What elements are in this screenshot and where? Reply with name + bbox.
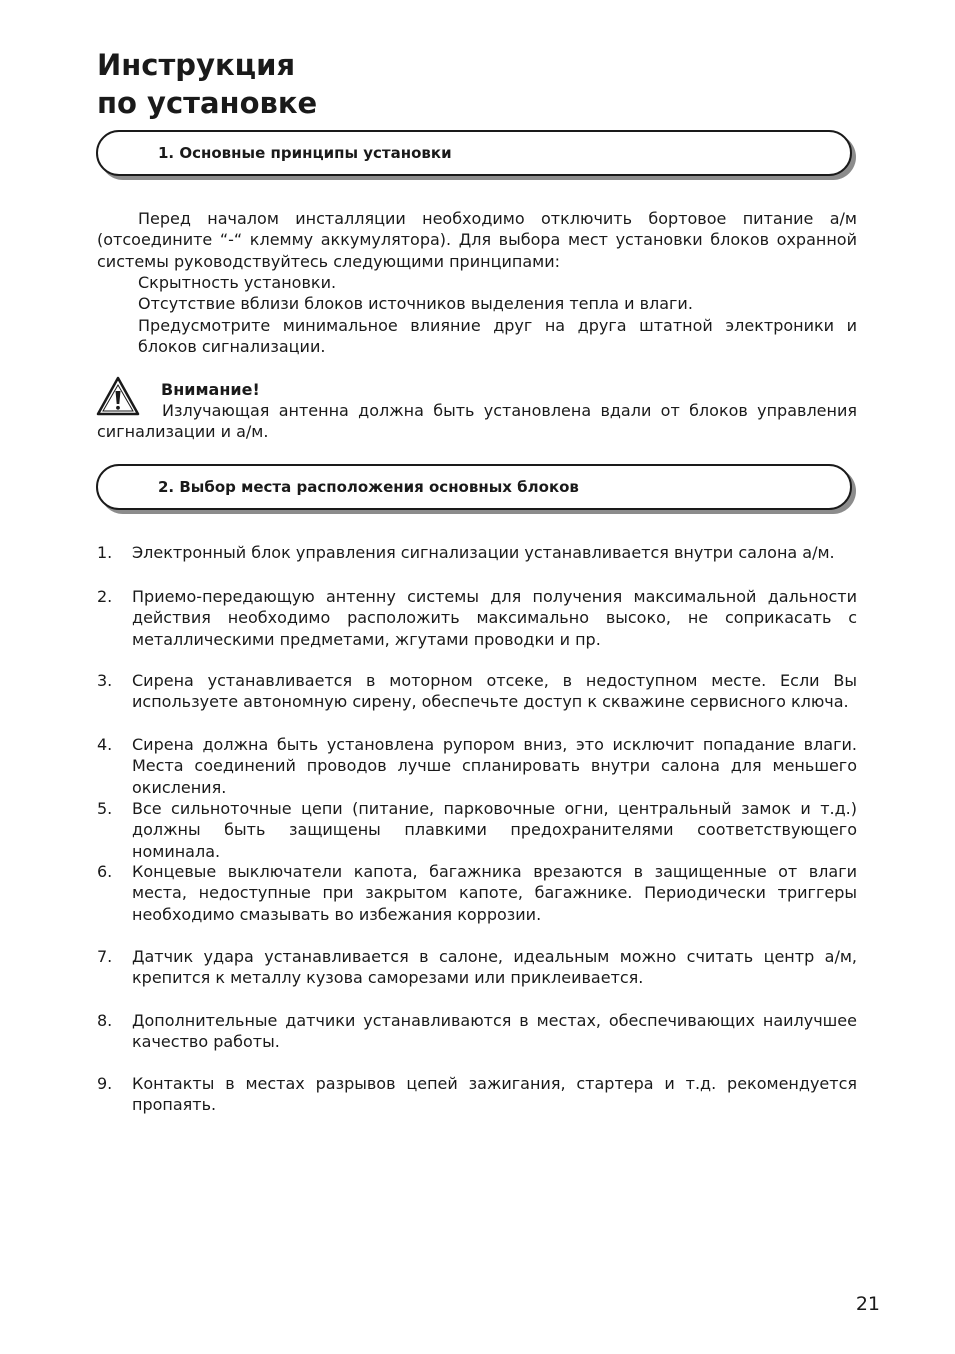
section-1-intro: Перед началом инсталляции необходимо отключить бортовое питание а/м (отсоедините “-“ клемму аккумулятора). Для выбора мест установки блоков охранной системы руководствуйтесь следующими принципами:: [97, 209, 857, 271]
warning-title: Внимание!: [161, 380, 260, 399]
list-item-number: 6.: [97, 862, 113, 881]
list-item-text: Датчик удара устанавливается в салоне, идеальным можно считать центр а/м, крепится к металлу кузова саморезами или приклеивается.: [132, 947, 857, 988]
list-item-number: 9.: [97, 1074, 113, 1093]
list-item-text: Концевые выключатели капота, багажника врезаются в защищенные от влаги места, недоступные при закрытом капоте, багажнике. Периодически триггеры необходимо смазывать во избежания коррозии.: [132, 862, 857, 924]
page-title-line-2: по установке: [97, 86, 318, 120]
list-item-text: Дополнительные датчики устанавливаются в местах, обеспечивающих наилучшее качество работы.: [132, 1011, 857, 1052]
list-item-number: 5.: [97, 799, 113, 818]
list-item-number: 2.: [97, 587, 113, 606]
principle-item: Отсутствие вблизи блоков источников выделения тепла и влаги.: [138, 294, 693, 313]
list-item-text: Приемо-передающую антенну системы для получения максимальной дальности действия необходимо расположить максимально высоко, не соприкасать с металлическими предметами, жгутами проводки и пр.: [132, 587, 857, 649]
list-item-number: 4.: [97, 735, 113, 754]
page-title: [97, 46, 317, 122]
list-item-number: 7.: [97, 947, 113, 966]
list-item-number: 8.: [97, 1011, 113, 1030]
list-item-number: 3.: [97, 671, 113, 690]
list-item-number: 1.: [97, 543, 113, 562]
section-2-heading: 2. Выбор места расположения основных блоков: [158, 478, 579, 496]
list-item-text: Сирена устанавливается в моторном отсеке, в недоступном месте. Если Вы используете автономную сирену, обеспечьте доступ к скважине сервисного ключа.: [132, 671, 857, 712]
principle-item: Скрытность установки.: [138, 273, 337, 292]
page-number: 21: [855, 1293, 880, 1315]
list-item-text: Сирена должна быть установлена рупором вниз, это исключит попадание влаги. Места соединений проводов лучше спланировать внутри салона для меньшего окисления.: [132, 735, 857, 797]
section-1-heading: 1. Основные принципы установки: [158, 144, 452, 162]
section-1-header: [96, 130, 852, 176]
principle-item: Предусмотрите минимальное влияние друг на друга штатной электроники и блоков сигнализации.: [138, 316, 857, 357]
list-item-text: Электронный блок управления сигнализации устанавливается внутри салона а/м.: [132, 543, 835, 562]
list-item-text: Контакты в местах разрывов цепей зажигания, стартера и т.д. рекомендуется пропаять.: [132, 1074, 857, 1115]
warning-text: Излучающая антенна должна быть установлена вдали от блоков управления сигнализации и а/м.: [97, 401, 857, 442]
page-title-line-1: Инструкция: [97, 48, 296, 82]
section-2-header: [96, 464, 852, 510]
list-item-text: Все сильноточные цепи (питание, парковочные огни, центральный замок и т.д.) должны быть защищены плавкими предохранителями соответствующего номинала.: [132, 799, 857, 861]
